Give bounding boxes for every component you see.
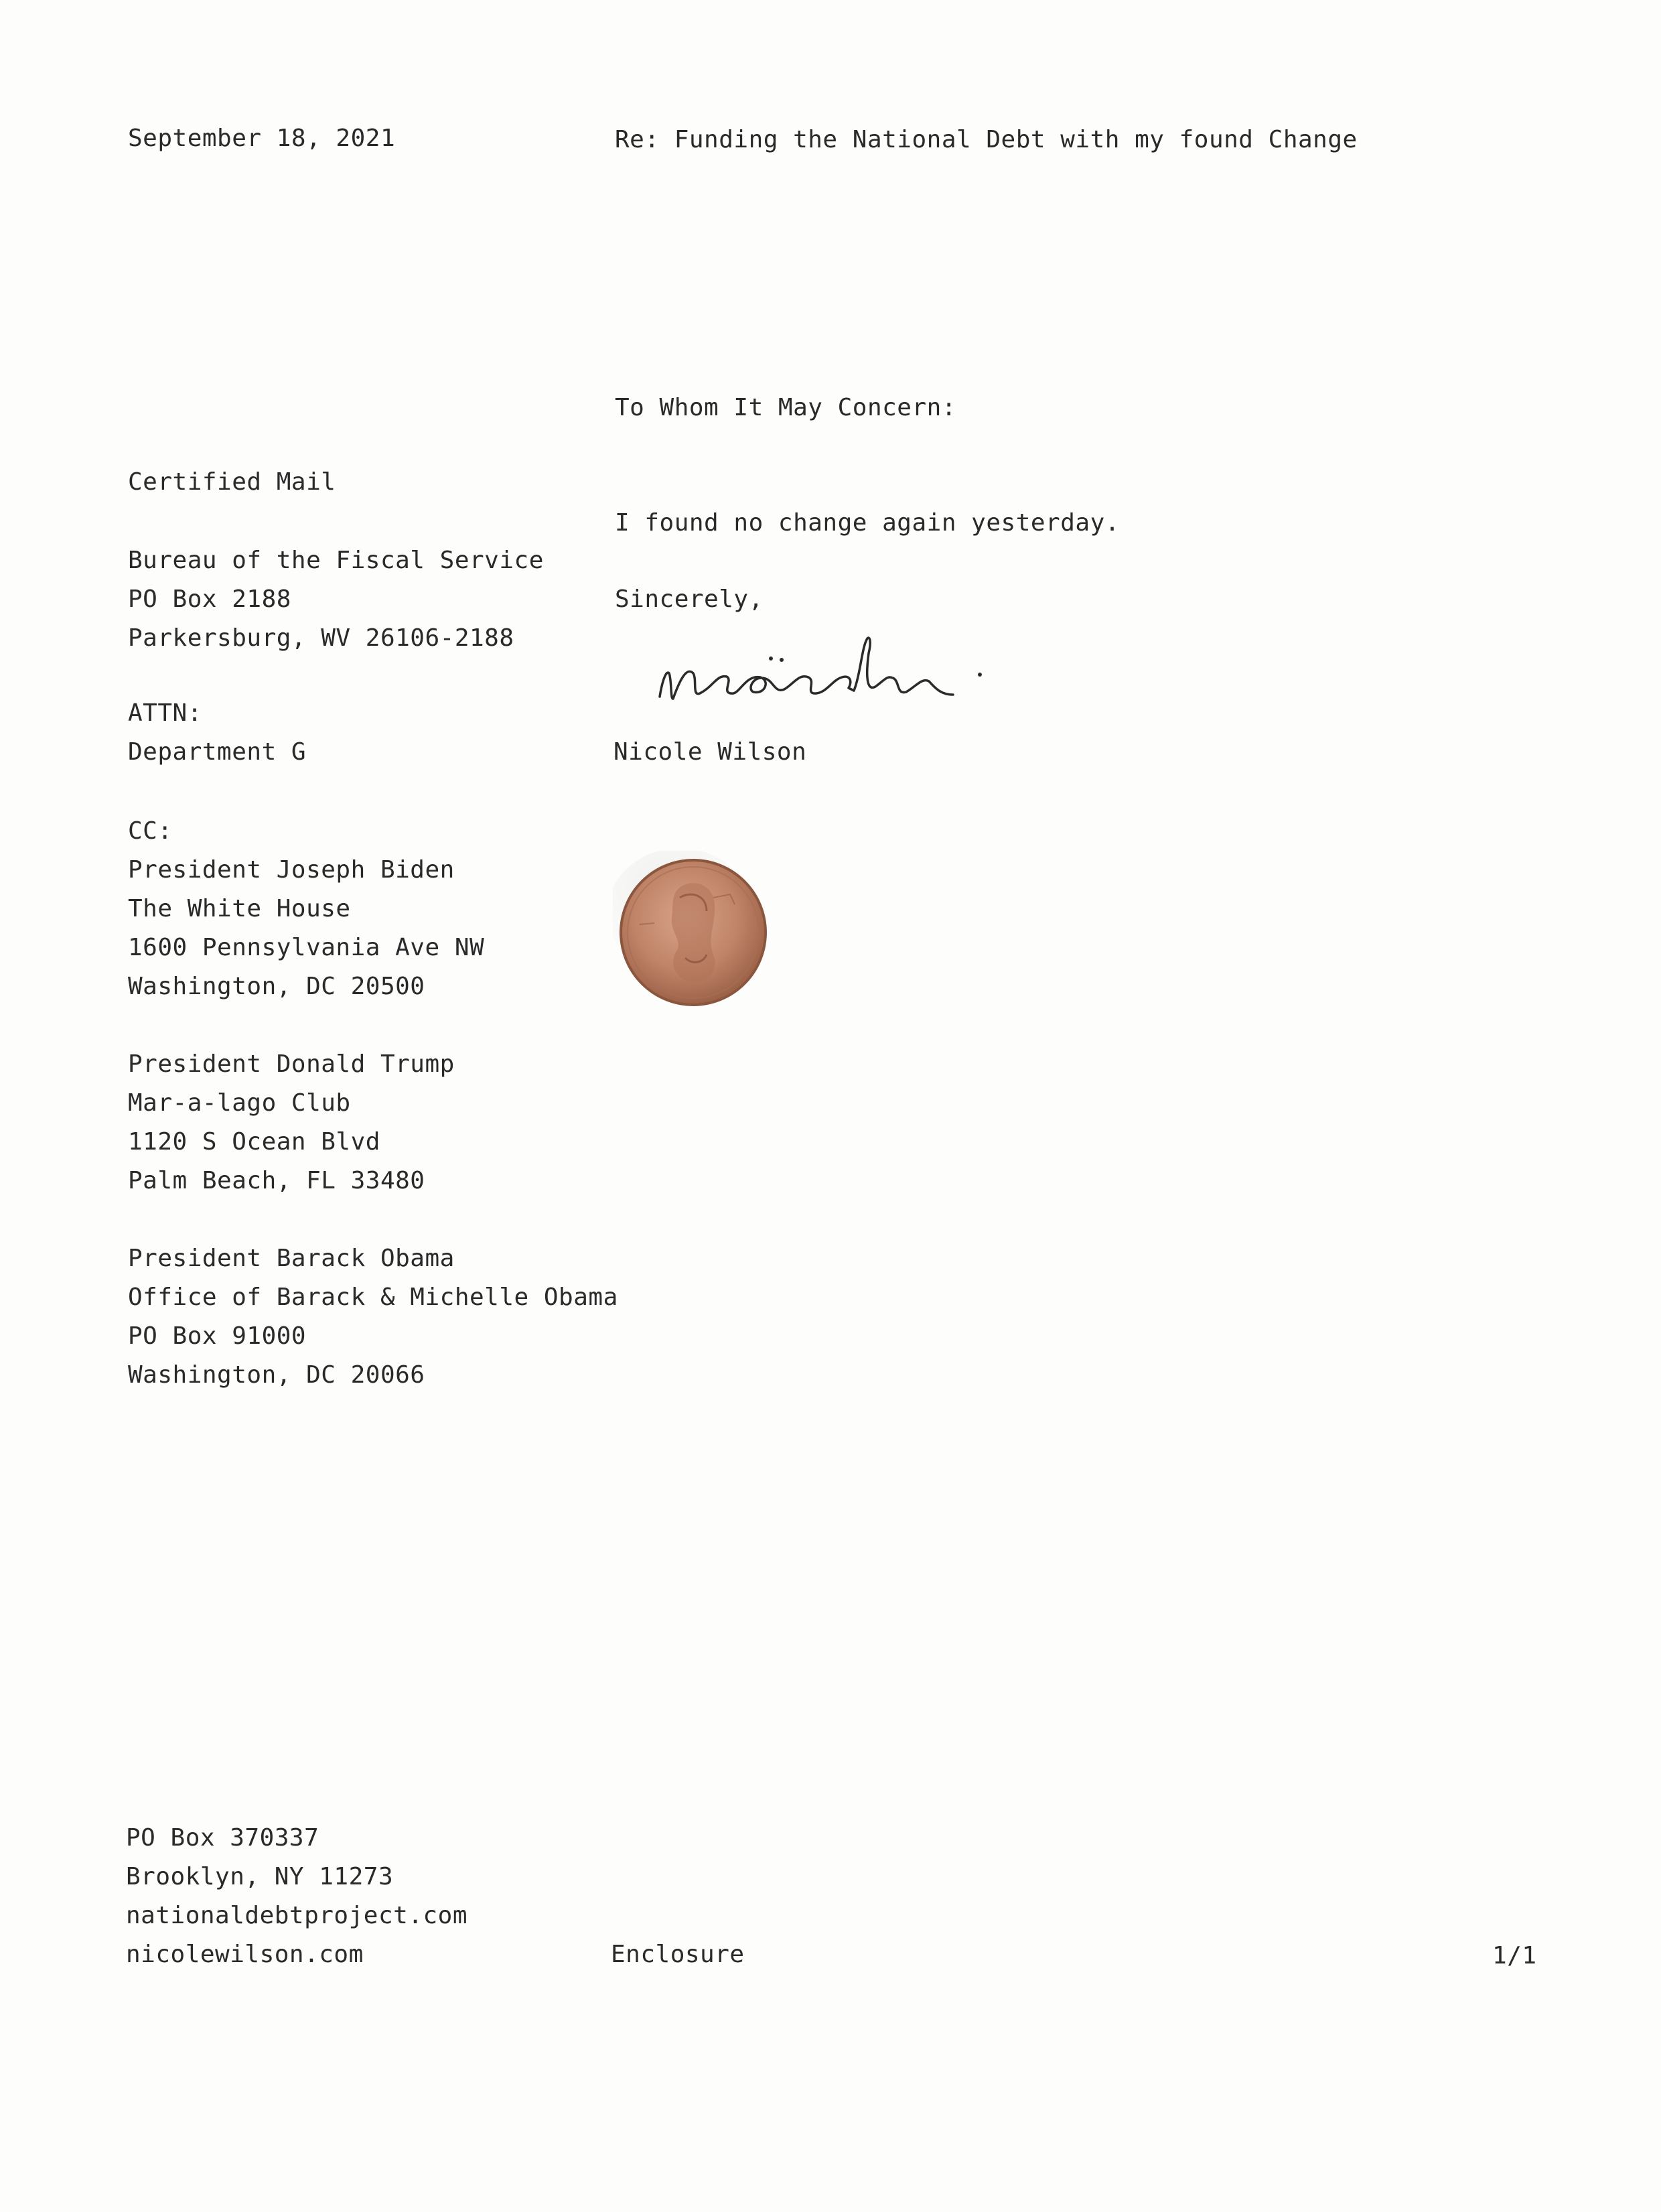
cc-line: Washington, DC 20500 <box>128 973 425 1000</box>
penny-coin-icon <box>613 851 774 1012</box>
attention-block <box>128 694 306 772</box>
cc-line: Washington, DC 20066 <box>128 1361 425 1389</box>
sender-website: nicolewilson.com <box>126 1941 364 1968</box>
cc-line: 1600 Pennsylvania Ave NW <box>128 934 485 961</box>
page-number: 1/1 <box>1492 1942 1537 1969</box>
letter-subject: Re: Funding the National Debt with my found Change <box>615 126 1358 153</box>
sender-website: nationaldebtproject.com <box>126 1902 467 1929</box>
recipient-line: PO Box 2188 <box>128 585 291 613</box>
attention-value: Department G <box>128 738 307 766</box>
enclosure-label: Enclosure <box>611 1941 745 1968</box>
attention-label: ATTN: <box>128 699 202 727</box>
delivery-method: Certified Mail <box>128 468 336 496</box>
letter-date: September 18, 2021 <box>128 125 396 152</box>
letter-body: I found no change again yesterday. <box>615 509 1120 537</box>
recipient-address <box>128 541 544 658</box>
cc-label: CC: <box>128 817 173 845</box>
handwritten-signature <box>653 633 1001 723</box>
cc-line: Office of Barack & Michelle Obama <box>128 1284 618 1311</box>
cc-line: Palm Beach, FL 33480 <box>128 1167 425 1194</box>
cc-line: 1120 S Ocean Blvd <box>128 1128 380 1156</box>
closing: Sincerely, <box>615 585 764 613</box>
cc-block <box>128 812 618 1395</box>
cc-line: PO Box 91000 <box>128 1322 307 1350</box>
sender-line: Brooklyn, NY 11273 <box>126 1863 394 1890</box>
sender-line: PO Box 370337 <box>126 1824 319 1852</box>
recipient-line: Parkersburg, WV 26106-2188 <box>128 624 514 652</box>
sender-address <box>126 1819 467 1974</box>
cc-line: President Donald Trump <box>128 1050 455 1078</box>
recipient-line: Bureau of the Fiscal Service <box>128 547 544 574</box>
salutation: To Whom It May Concern: <box>615 394 956 421</box>
cc-line: Mar-a-lago Club <box>128 1089 351 1117</box>
cc-line: President Joseph Biden <box>128 856 455 884</box>
cc-line: President Barack Obama <box>128 1245 455 1272</box>
signer-name: Nicole Wilson <box>613 738 807 766</box>
cc-line: The White House <box>128 895 351 922</box>
